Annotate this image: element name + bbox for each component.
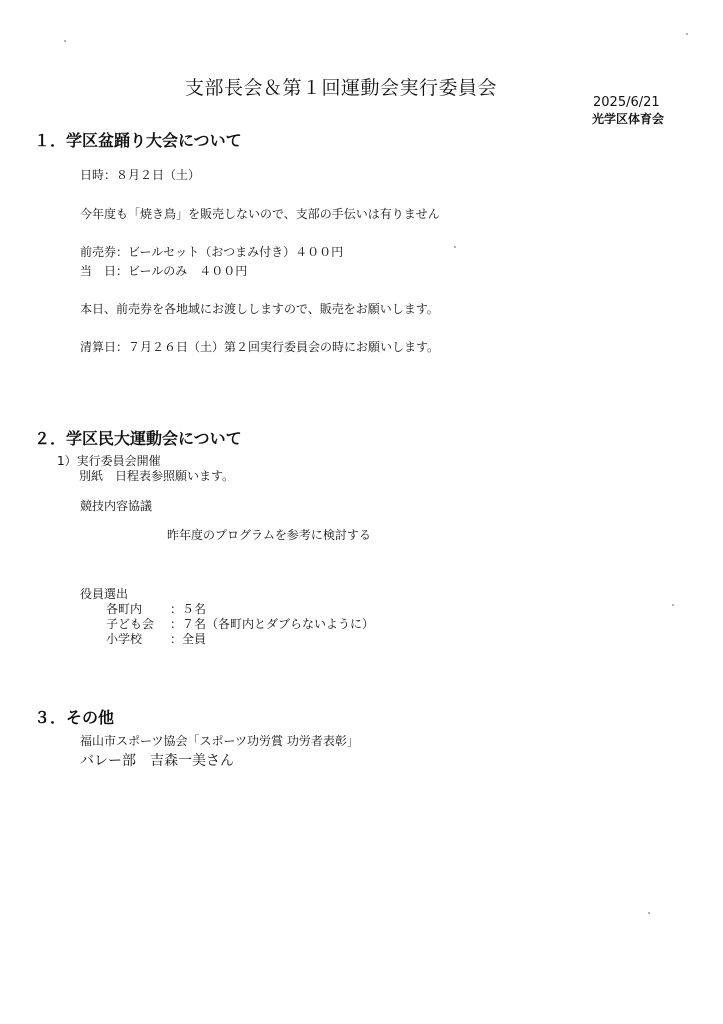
section1-heading: １．学区盆踊り大会について	[34, 131, 242, 150]
officer-name: 子ども会	[106, 617, 155, 631]
section3-heading: ３．その他	[34, 708, 115, 727]
section1-notice: 今年度も「焼き鳥」を販売しないので、支部の手伝いは有りません	[80, 207, 440, 221]
officer-count: ：５名	[170, 602, 207, 616]
section3-award: 福山市スポーツ協会「スポーツ功労賞 功労者表彰」	[80, 734, 359, 748]
section3-awardee: バレー部 吉森一美さん	[80, 753, 234, 769]
scan-speck	[672, 604, 674, 606]
document-date: 2025/6/21	[593, 95, 660, 110]
scan-speck	[454, 246, 456, 248]
scan-speck	[648, 912, 650, 914]
section1-advance-ticket: 前売券：ビールセット（おつまみ付き）４００円	[80, 245, 344, 259]
officer-name: 小学校	[106, 632, 143, 646]
organization-name: 光学区体育会	[592, 112, 665, 126]
officer-name: 各町内	[106, 602, 143, 616]
scan-speck	[64, 40, 66, 42]
section1-same-day: 当 日：ビールのみ ４００円	[80, 264, 248, 278]
section2-item1: 1）実行委員会開催	[57, 454, 161, 468]
section2-competition-label: 競技内容協議	[80, 499, 153, 513]
section2-item1-detail: 別紙 日程表参照願います。	[79, 469, 235, 483]
page-title: 支部長会＆第１回運動会実行委員会	[185, 77, 498, 99]
section1-settlement: 清算日：７月２６日（土）第２回実行委員会の時にお願いします。	[80, 340, 440, 354]
section1-datetime: 日時：８月２日（土）	[80, 168, 201, 182]
section1-distribution: 本日、前売券を各地域にお渡ししますので、販売をお願いします。	[80, 302, 439, 316]
section2-officers-label: 役員選出	[80, 587, 129, 601]
officer-count: ：全員	[170, 632, 207, 646]
officer-count: ：７名（各町内とダブらないように）	[170, 617, 375, 631]
section2-heading: ２．学区民大運動会について	[34, 429, 242, 448]
scan-speck	[686, 33, 688, 35]
section2-competition-detail: 昨年度のプログラムを参考に検討する	[167, 528, 371, 542]
